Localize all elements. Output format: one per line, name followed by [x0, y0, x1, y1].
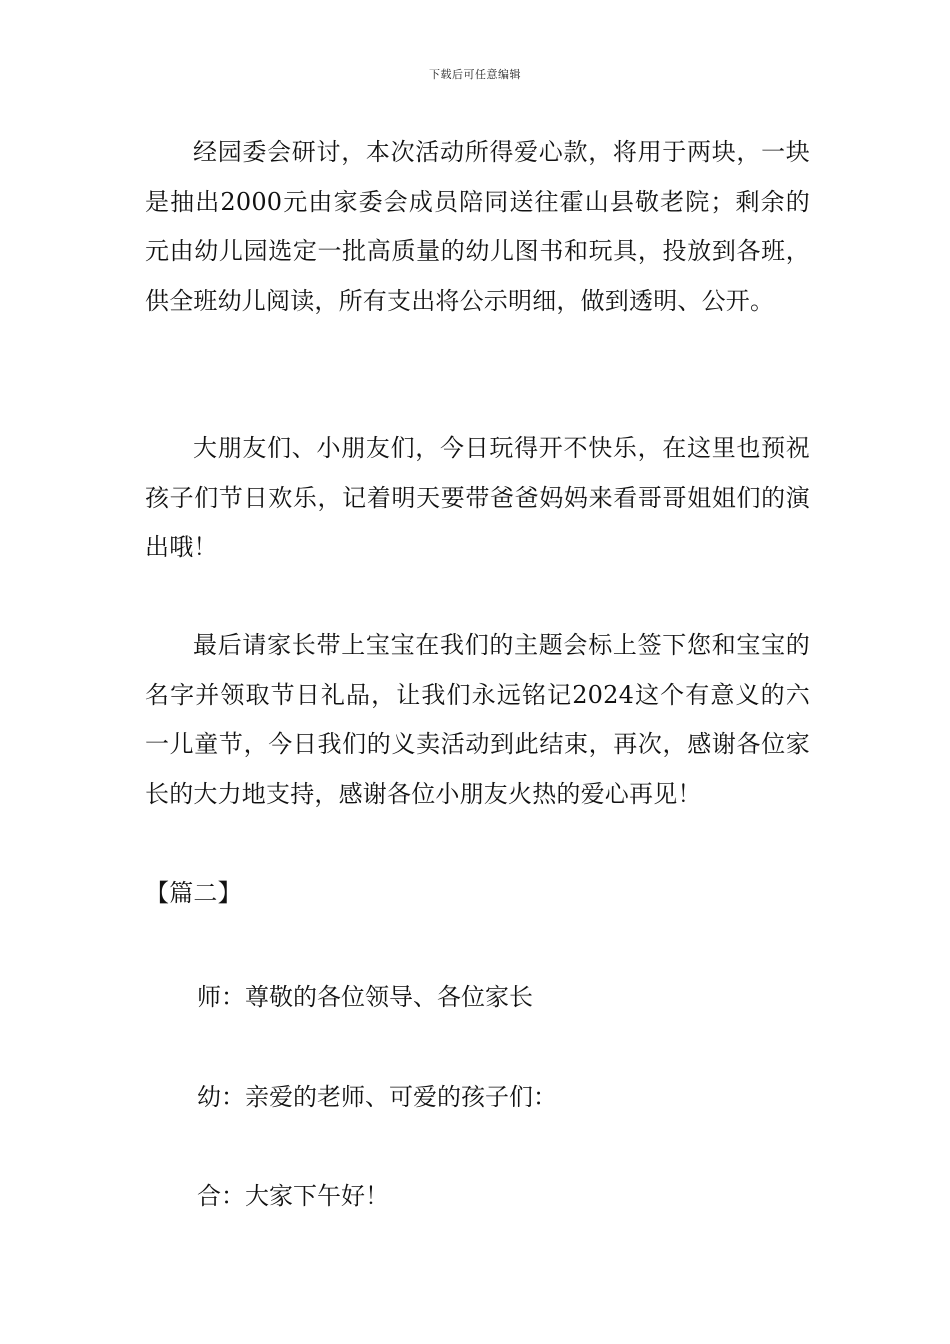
- paragraph-text: 大朋友们、小朋友们，今日玩得开不快乐，在这里也预祝孩子们节日欢乐，记着明天要带爸爸妈妈来看哥哥姐姐们的演出哦！: [145, 434, 810, 561]
- dialog-line-teacher: 师：尊敬的各位领导、各位家长: [197, 983, 533, 1011]
- dialog-line-children: 幼：亲爱的老师、可爱的孩子们：: [197, 1083, 557, 1111]
- paragraph-text: 最后请家长带上宝宝在我们的主题会标上签下您和宝宝的名字并领取节日礼品，让我们永远铭记2024这个有意义的六一儿童节，今日我们的义卖活动到此结束，再次，感谢各位家长的大力地支持，感谢各位小朋友火热的爱心再见！: [145, 631, 810, 808]
- dialog-line-together: 合：大家下午好！: [197, 1182, 389, 1210]
- paragraph-closing: [145, 621, 810, 819]
- section-heading: 【篇二】: [145, 879, 242, 907]
- paragraph-text: 经园委会研讨，本次活动所得爱心款，将用于两块，一块是抽出2000元由家委会成员陪同送往霍山县敬老院；剩余的元由幼儿园选定一批高质量的幼儿图书和玩具，投放到各班，供全班幼儿阅读，所有支出将公示明细，做到透明、公开。: [145, 138, 810, 315]
- paragraph-donation-usage: [145, 128, 810, 326]
- header-note: 下载后可任意编辑: [429, 68, 521, 81]
- section-heading-block: [145, 869, 810, 919]
- paragraph-greeting: [145, 424, 810, 573]
